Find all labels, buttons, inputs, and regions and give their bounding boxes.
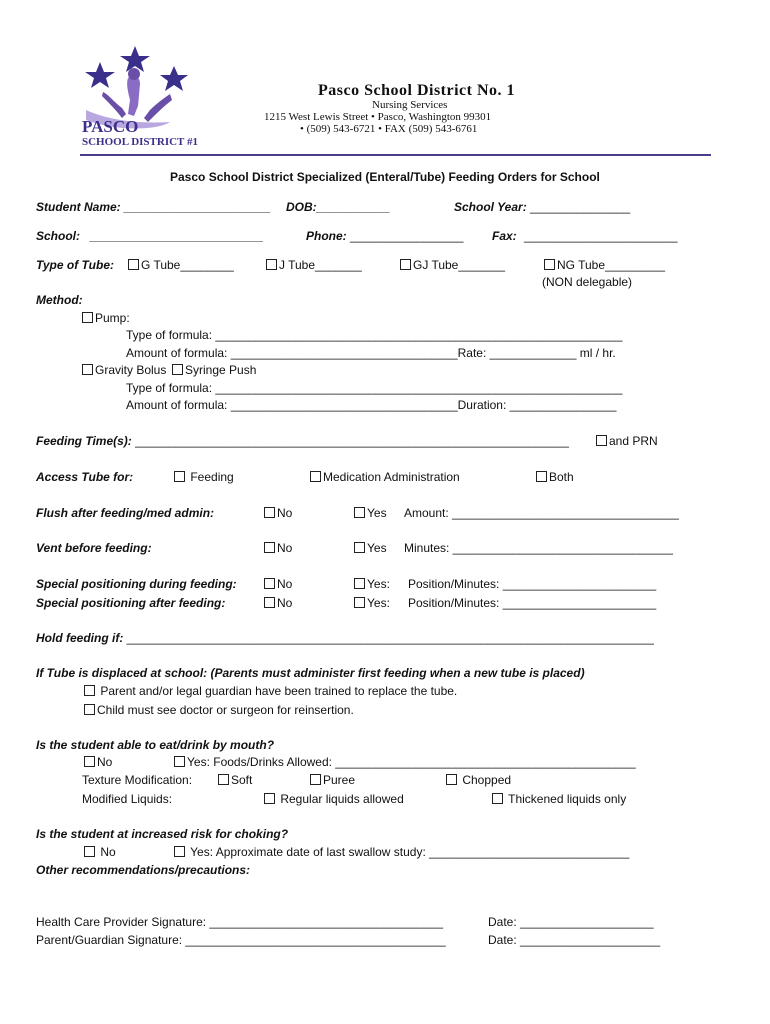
svg-text:PASCO: PASCO — [82, 117, 139, 136]
checkbox[interactable] — [84, 846, 95, 857]
checkbox[interactable] — [84, 704, 95, 715]
special-after-label: Special positioning after feeding: — [36, 596, 226, 610]
eat-drink-no-option[interactable]: No — [84, 755, 112, 769]
modified-liquids-label: Modified Liquids: — [82, 792, 173, 806]
district-logo — [78, 44, 228, 148]
phone-label: Phone: — [306, 229, 347, 243]
eat-drink-yes-option[interactable]: Yes: Foods/Drinks Allowed: _____________________________________________ — [174, 755, 636, 769]
school-label: School: — [36, 229, 80, 243]
checkbox[interactable] — [400, 259, 411, 270]
checkbox[interactable] — [218, 774, 229, 785]
checkbox[interactable] — [354, 578, 365, 589]
fax-row — [492, 229, 678, 243]
displaced-heading: If Tube is displaced at school: (Parents must administer first feeding when a new tube is placed) — [36, 666, 585, 680]
flush-no-option[interactable]: No — [264, 506, 292, 520]
checkbox[interactable] — [174, 846, 185, 857]
access-tube-label: Access Tube for: — [36, 470, 134, 484]
pump-option[interactable]: Pump: — [82, 311, 130, 325]
form-title: Pasco School District Specialized (Enteral/Tube) Feeding Orders for School — [170, 170, 600, 184]
vent-minutes-field[interactable]: Minutes: _________________________________ — [404, 541, 673, 555]
eat-drink-heading: Is the student able to eat/drink by mouth? — [36, 738, 275, 752]
checkbox[interactable] — [310, 471, 321, 482]
flush-label: Flush after feeding/med admin: — [36, 506, 215, 520]
logo-figure-right — [144, 94, 172, 122]
school-year-field[interactable]: _______________ — [530, 200, 631, 214]
choking-yes-option[interactable]: Yes: Approximate date of last swallow study: ______________________________ — [174, 845, 629, 859]
feeding-times-label: Feeding Time(s): — [36, 434, 132, 448]
hold-feeding-field[interactable]: _______________________________________________________________________________ — [126, 631, 654, 645]
vent-no-option[interactable]: No — [264, 541, 292, 555]
checkbox[interactable] — [446, 774, 457, 785]
texture-soft-option[interactable]: Soft — [218, 773, 252, 787]
access-medication-option[interactable]: Medication Administration — [310, 470, 460, 484]
g-tube-option[interactable]: G Tube________ — [128, 258, 234, 272]
checkbox[interactable] — [544, 259, 555, 270]
parent-signature-field[interactable]: Parent/Guardian Signature: _______________________________________ — [36, 933, 446, 947]
vent-label: Vent before feeding: — [36, 541, 152, 555]
department-name: Nursing Services — [372, 99, 448, 111]
feeding-times-field[interactable]: _________________________________________________________________ — [135, 434, 569, 448]
texture-mod-label: Texture Modification: — [82, 773, 193, 787]
checkbox[interactable] — [84, 756, 95, 767]
district-address: 1215 West Lewis Street • Pasco, Washington 99301 — [264, 111, 492, 123]
hcp-date-field[interactable]: Date: ____________________ — [488, 915, 654, 929]
checkbox[interactable] — [82, 364, 93, 375]
texture-puree-option[interactable]: Puree — [310, 773, 355, 787]
checkbox[interactable] — [174, 756, 185, 767]
choking-no-option[interactable]: No — [84, 845, 116, 859]
svg-text:SCHOOL DISTRICT #1: SCHOOL DISTRICT #1 — [82, 136, 198, 148]
feeding-times-row — [36, 434, 569, 448]
access-feeding-option[interactable]: Feeding — [174, 470, 234, 484]
gravity-bolus-option[interactable]: Gravity Bolus — [82, 363, 166, 377]
pump-formula-amount-field[interactable]: Amount of formula: __________________________________Rate: _____________ ml / hr. — [126, 346, 616, 360]
checkbox[interactable] — [536, 471, 547, 482]
method-label: Method: — [36, 293, 83, 307]
displaced-option-trained[interactable]: Parent and/or legal guardian have been trained to replace the tube. — [84, 684, 457, 698]
dob-field[interactable]: DOB:___________ — [286, 200, 391, 214]
school-year-row — [454, 200, 630, 214]
vent-yes-option[interactable]: Yes — [354, 541, 387, 555]
ng-tube-option[interactable]: NG Tube_________ — [544, 258, 665, 272]
parent-date-field[interactable]: Date: _____________________ — [488, 933, 661, 947]
district-name: Pasco School District No. 1 — [318, 82, 516, 99]
checkbox[interactable] — [354, 597, 365, 608]
hold-feeding-label: Hold feeding if: — [36, 631, 124, 645]
after-no-option[interactable]: No — [264, 596, 292, 610]
checkbox[interactable] — [82, 312, 93, 323]
choking-heading: Is the student at increased risk for choking? — [36, 827, 289, 841]
syringe-push-option[interactable]: Syringe Push — [172, 363, 256, 377]
checkbox[interactable] — [264, 542, 275, 553]
special-during-label: Special positioning during feeding: — [36, 577, 237, 591]
ng-tube-note: (NON delegable) — [542, 275, 633, 289]
during-position-field[interactable]: Position/Minutes: _______________________ — [408, 577, 657, 591]
gj-tube-option[interactable]: GJ Tube_______ — [400, 258, 505, 272]
other-recommendations-heading: Other recommendations/precautions: — [36, 863, 251, 877]
school-row — [36, 229, 263, 243]
liquids-thickened-option[interactable]: Thickened liquids only — [492, 792, 626, 806]
checkbox[interactable] — [172, 364, 183, 375]
checkbox[interactable] — [84, 685, 95, 696]
checkbox[interactable] — [596, 435, 607, 446]
hold-feeding-row — [36, 631, 654, 645]
school-year-label: School Year: — [454, 200, 527, 214]
during-no-option[interactable]: No — [264, 577, 292, 591]
j-tube-option[interactable]: J Tube_______ — [266, 258, 362, 272]
displaced-option-doctor[interactable]: Child must see doctor or surgeon for reinsertion. — [84, 703, 354, 717]
logo-figure-left — [102, 92, 126, 118]
liquids-regular-option[interactable]: Regular liquids allowed — [264, 792, 404, 806]
header-divider — [80, 154, 711, 156]
flush-yes-option[interactable]: Yes — [354, 506, 387, 520]
after-position-field[interactable]: Position/Minutes: _______________________ — [408, 596, 657, 610]
checkbox[interactable] — [354, 542, 365, 553]
checkbox[interactable] — [174, 471, 185, 482]
checkbox[interactable] — [264, 578, 275, 589]
checkbox[interactable] — [354, 507, 365, 518]
district-contact: • (509) 543-6721 • FAX (509) 543-6761 — [300, 123, 478, 135]
checkbox[interactable] — [264, 597, 275, 608]
flush-amount-field[interactable]: Amount: __________________________________ — [404, 506, 679, 520]
phone-row — [306, 229, 463, 243]
gravity-formula-amount-field[interactable]: Amount of formula: __________________________________Duration: ________________ — [126, 398, 617, 412]
and-prn-option[interactable]: and PRN — [596, 434, 658, 448]
logo-star-right — [160, 66, 188, 91]
student-name-field[interactable]: Student Name: ______________________ — [36, 200, 271, 214]
fax-label: Fax: — [492, 229, 517, 243]
checkbox[interactable] — [264, 793, 275, 804]
checkbox[interactable] — [128, 259, 139, 270]
during-yes-option[interactable]: Yes: — [354, 577, 390, 591]
phone-field[interactable]: _________________ — [350, 229, 464, 243]
texture-chopped-option[interactable]: Chopped — [446, 773, 511, 787]
type-of-tube-label: Type of Tube: — [36, 258, 114, 272]
checkbox[interactable] — [310, 774, 321, 785]
hcp-signature-field[interactable]: Health Care Provider Signature: ___________________________________ — [36, 915, 444, 929]
fax-field[interactable]: _______________________ — [524, 229, 678, 243]
after-yes-option[interactable]: Yes: — [354, 596, 390, 610]
access-both-option[interactable]: Both — [536, 470, 574, 484]
school-field[interactable]: __________________________ — [89, 229, 263, 243]
pump-formula-type-field[interactable]: Type of formula: _____________________________________________________________ — [126, 328, 623, 342]
checkbox[interactable] — [492, 793, 503, 804]
checkbox[interactable] — [264, 507, 275, 518]
checkbox[interactable] — [266, 259, 277, 270]
gravity-formula-type-field[interactable]: Type of formula: _____________________________________________________________ — [126, 381, 623, 395]
logo-star-left — [85, 62, 115, 88]
logo-figure-center — [127, 76, 140, 116]
